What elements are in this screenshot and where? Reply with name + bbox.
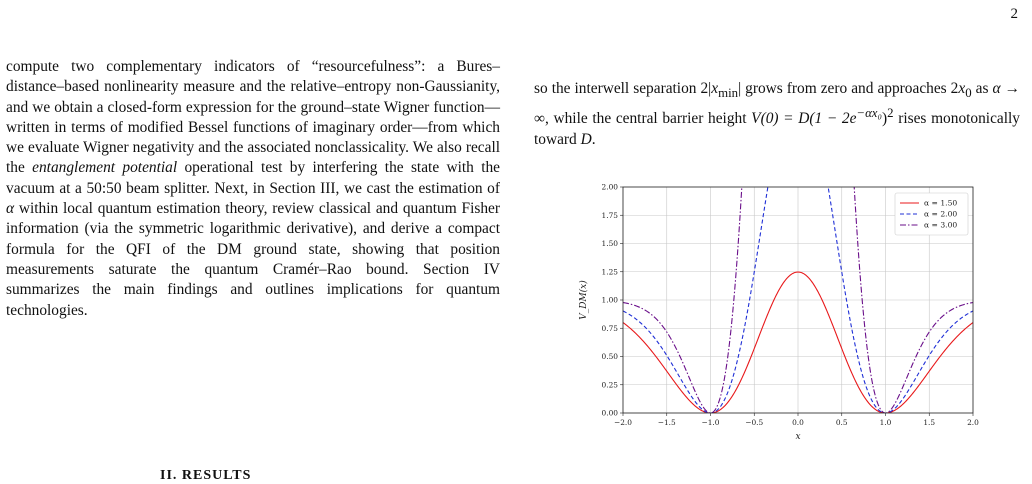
x-tick-label: −1.5 (657, 418, 676, 427)
x-tick-label: 0.0 (792, 418, 804, 427)
x-tick-label: −0.5 (745, 418, 764, 427)
x-tick-label: 2.0 (967, 418, 979, 427)
truncated-section-heading: II. RESULTS (160, 468, 252, 483)
intro-paragraph: compute two complementary indicators of “resourcefulness”: a Bures–distance–based nonlinearity measure and the relative–entropy non-Gaussianity, and we obtain a closed-form expression for the ground–state Wigner function—written in terms of modified Bessel functions of imaginary order—from which we evaluate Wigner negativity and the associated nonclassicality. We also recall the entanglement potential operational test by interfering the state with the vacuum at a 50:50 beam splitter. Next, in Section III, we cast the estimation of α within local quantum estimation theory, review classical and quantum Fisher information (via the symmetric logarithmic derivative), and derive a compact formula for the QFI of the DM ground state, showing that position measurements saturate the quantum Cramér–Rao bound. Section IV summarizes the main findings and outlines implications for quantum technologies. (6, 58, 501, 319)
barrier-formula: V(0) = D(1 − 2e (751, 110, 857, 128)
legend-label-3: α = 3.00 (924, 220, 958, 230)
y-tick-label: 0.75 (601, 323, 618, 333)
x-axis-label: x (795, 432, 801, 442)
right-column-text (534, 79, 1020, 150)
beam-splitter-ratio: 50:50 (86, 179, 122, 197)
potential-figure (560, 183, 980, 453)
interwell-paragraph: so the interwell separation $2|x_{min}|$ grows from zero and approaches $2x_0$ as α → ∞, while the central barrier height $V(0) = D(1 - 2e^{-\alpha x_0})^2$ rises monotonically toward D. (534, 80, 1020, 148)
x-tick-label: 1.5 (923, 418, 936, 427)
y-tick-label: 1.00 (601, 295, 618, 305)
y-axis-label: V_DM(x) (579, 280, 589, 320)
y-tick-label: 1.75 (601, 210, 618, 220)
y-tick-label: 0.50 (601, 352, 618, 361)
y-tick-label: 2.00 (601, 183, 618, 192)
left-column-text (6, 57, 500, 321)
x-tick-label: −2.0 (614, 418, 632, 427)
emphasis-entanglement-potential: entanglement potential (32, 159, 178, 177)
page-number: 2 (1010, 6, 1018, 22)
y-tick-label: 0.25 (601, 380, 618, 390)
x-tick-label: 1.0 (879, 418, 892, 427)
legend-label-2: α = 2.00 (924, 209, 958, 219)
x-tick-label: −1.0 (701, 418, 720, 427)
y-tick-label: 0.00 (601, 408, 618, 418)
legend-label-1: α = 1.50 (924, 198, 958, 208)
y-tick-label: 1.50 (601, 239, 618, 248)
potential-chart (560, 183, 980, 453)
alpha-symbol: α (6, 200, 15, 218)
y-tick-label: 1.25 (601, 267, 618, 277)
x-tick-label: 0.5 (835, 418, 848, 427)
